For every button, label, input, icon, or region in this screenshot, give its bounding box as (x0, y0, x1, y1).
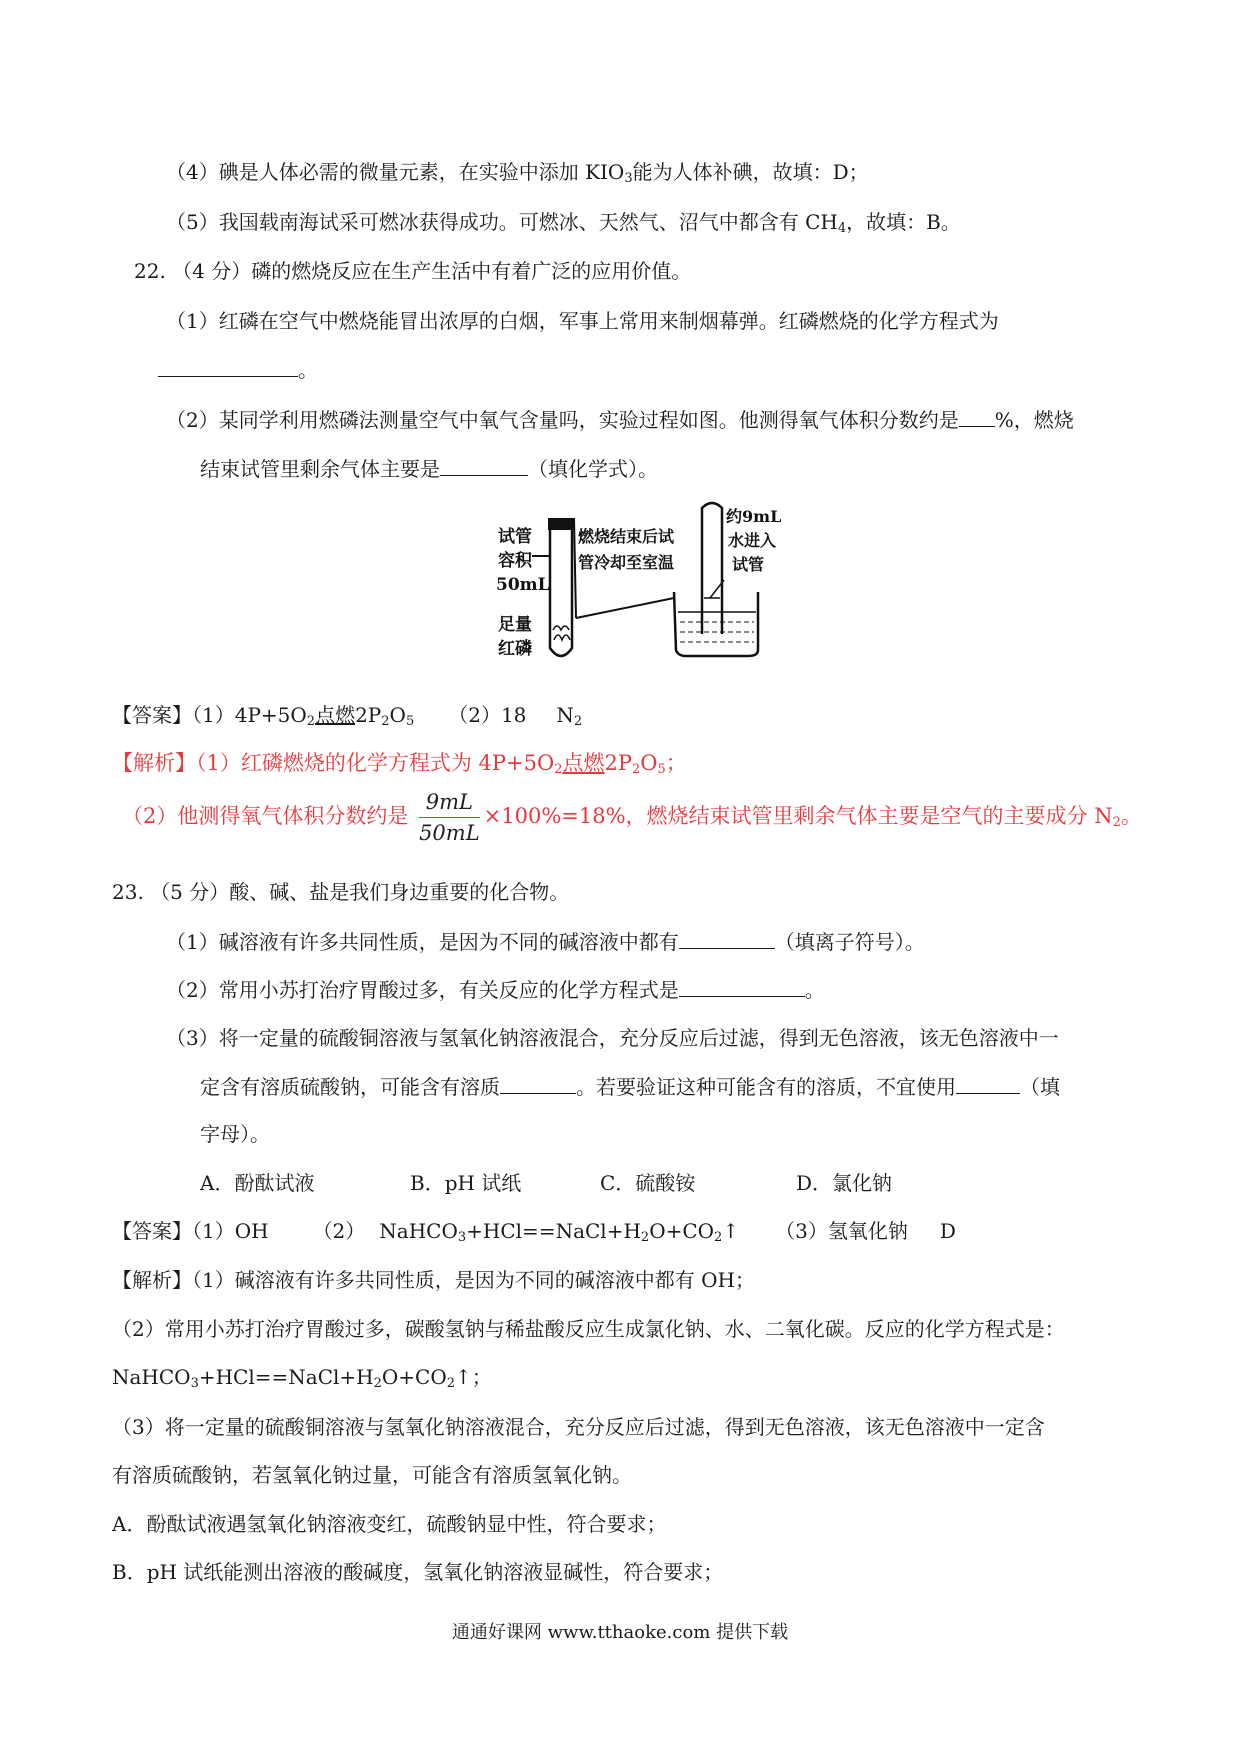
q23-analysis-line6: A．酚酞试液遇氢氧化钠溶液变红，硫酸钠显中性，符合要求； (112, 1512, 667, 1536)
fig-label: 管冷却至室温 (578, 553, 675, 572)
answer-blank[interactable] (679, 974, 805, 997)
q23-analysis-line1: 【解析】（1）碱溶液有许多共同性质，是因为不同的碱溶液中都有 OH； (112, 1268, 755, 1292)
fig-label: 50mL (496, 575, 550, 595)
q23-part2: （2）常用小苏打治疗胃酸过多，有关反应的化学方程式是 。 (166, 974, 825, 1005)
option-a: A．酚酞试液 (200, 1171, 315, 1195)
option-d: D．氯化钠 (796, 1171, 893, 1195)
fig-label: 足量 (498, 615, 532, 635)
option-c: C．硫酸铵 (600, 1171, 696, 1195)
right-label (710, 507, 781, 598)
answer-blank[interactable] (500, 1071, 576, 1094)
q23-analysis-line2: （2）常用小苏打治疗胃酸过多，碳酸氢钠与稀盐酸反应生成氯化钠、水、二氧化碳。反应的化学方程式是： (112, 1317, 1065, 1341)
fig-label: 试管 (498, 527, 532, 547)
fig-label: 约9mL (726, 507, 782, 526)
q23-part3-cont: 定含有溶质硫酸钠，可能含有溶质 。若要验证这种可能含有的溶质，不宜使用 （填 (200, 1071, 1060, 1102)
q23-part3: （3）将一定量的硫酸铜溶液与氢氧化钠溶液混合，充分反应后过滤，得到无色溶液，该无色溶液中一 (166, 1026, 1059, 1050)
q22-analysis-line1: 【解析】（1）红磷燃烧的化学方程式为 $4P+5O_2$点燃$2P_2O_5$； (112, 751, 687, 777)
left-label (496, 526, 550, 659)
q22-part1: （1）红磷在空气中燃烧能冒出浓厚的白烟，军事上常用来制烟幕弹。红磷燃烧的化学方程式为 (166, 309, 999, 333)
answer-tag: 【答案】 (112, 703, 192, 727)
page-footer: 通通好课网 www.tthaoke.com 提供下载 (451, 1622, 789, 1643)
q23-title: 23. （5 分）酸、碱、盐是我们身边重要的化合物。 (112, 880, 570, 904)
answer-blank[interactable] (956, 1071, 1020, 1094)
q23-options (200, 1168, 892, 1198)
q23-analysis-line5: 有溶质硫酸钠，若氢氧化钠过量，可能含有溶质氢氧化钠。 (112, 1463, 632, 1487)
fig-label: 水进入 (728, 531, 777, 550)
q22-part2: （2）某同学利用燃磷法测量空气中氧气含量吗，实验过程如图。他测得氧气体积分数约是 %，燃烧 (166, 404, 1074, 435)
q22-analysis-line2: （2）他测得氧气体积分数约是 $\frac{9mL}{50mL}$ ×100%=18%，燃烧结束试管里剩余气体主要是空气的主要成分 $N_2$。 (122, 786, 1142, 853)
fraction: $\frac{9mL}{50mL}$ (419, 787, 480, 848)
q23-analysis-line3: $NaHCO_3+HCl==NaCl+H_2O+CO_2↑$； (112, 1365, 492, 1391)
middle-label (574, 518, 675, 618)
fig-label: 燃烧结束后试 (578, 527, 675, 546)
q21-part4: （4）碘是人体必需的微量元素，在实验中添加 $KIO_3$能为人体补碘，故填：D； (166, 160, 869, 186)
experiment-figure (496, 500, 796, 672)
q22-part2-cont: 结束试管里剩余气体主要是 （填化学式）。 (200, 453, 658, 484)
answer-tag: 【答案】 (112, 1219, 192, 1243)
answer-blank[interactable] (158, 354, 298, 377)
q23-answer: 【答案】（1）OH （2） $NaHCO_3+HCl==NaCl+H_2O+CO_2↑$ （3）氢氧化钠 D (112, 1219, 956, 1245)
left-test-tube (548, 518, 574, 656)
q23-part1: （1）碱溶液有许多共同性质，是因为不同的碱溶液中都有 （填离子符号）。 (166, 926, 925, 957)
fig-label: 容积 (498, 551, 532, 571)
analysis-tag: 【解析】 (112, 751, 196, 775)
answer-blank[interactable] (679, 926, 775, 949)
q23-analysis-line4: （3）将一定量的硫酸铜溶液与氢氧化钠溶液混合，充分反应后过滤，得到无色溶液，该无色溶液中一定含 (112, 1415, 1045, 1439)
answer-blank[interactable] (440, 453, 528, 476)
analysis-tag: 【解析】 (112, 1268, 192, 1292)
q22-answer: 【答案】$(1)4P+5O_2$点燃$2P_2O_5$ （2）18 $N_2$ (112, 703, 583, 729)
fig-label: 红磷 (498, 639, 532, 659)
answer-blank[interactable] (959, 404, 995, 427)
q23-analysis-line7: B．pH 试纸能测出溶液的酸碱度，氢氧化钠溶液显碱性，符合要求； (112, 1560, 724, 1584)
q22-part1-blank-line: 。 (158, 354, 318, 385)
option-b: B．pH 试纸 (410, 1171, 522, 1195)
q23-part3-end: 字母）。 (200, 1122, 270, 1146)
q21-part5: （5）我国载南海试采可燃冰获得成功。可燃冰、天然气、沼气中都含有 $CH_4$，故填：B。 (166, 210, 961, 236)
q22-title: 22. （4 分）磷的燃烧反应在生产生活中有着广泛的应用价值。 (134, 259, 692, 283)
fig-label: 试管 (732, 555, 765, 574)
